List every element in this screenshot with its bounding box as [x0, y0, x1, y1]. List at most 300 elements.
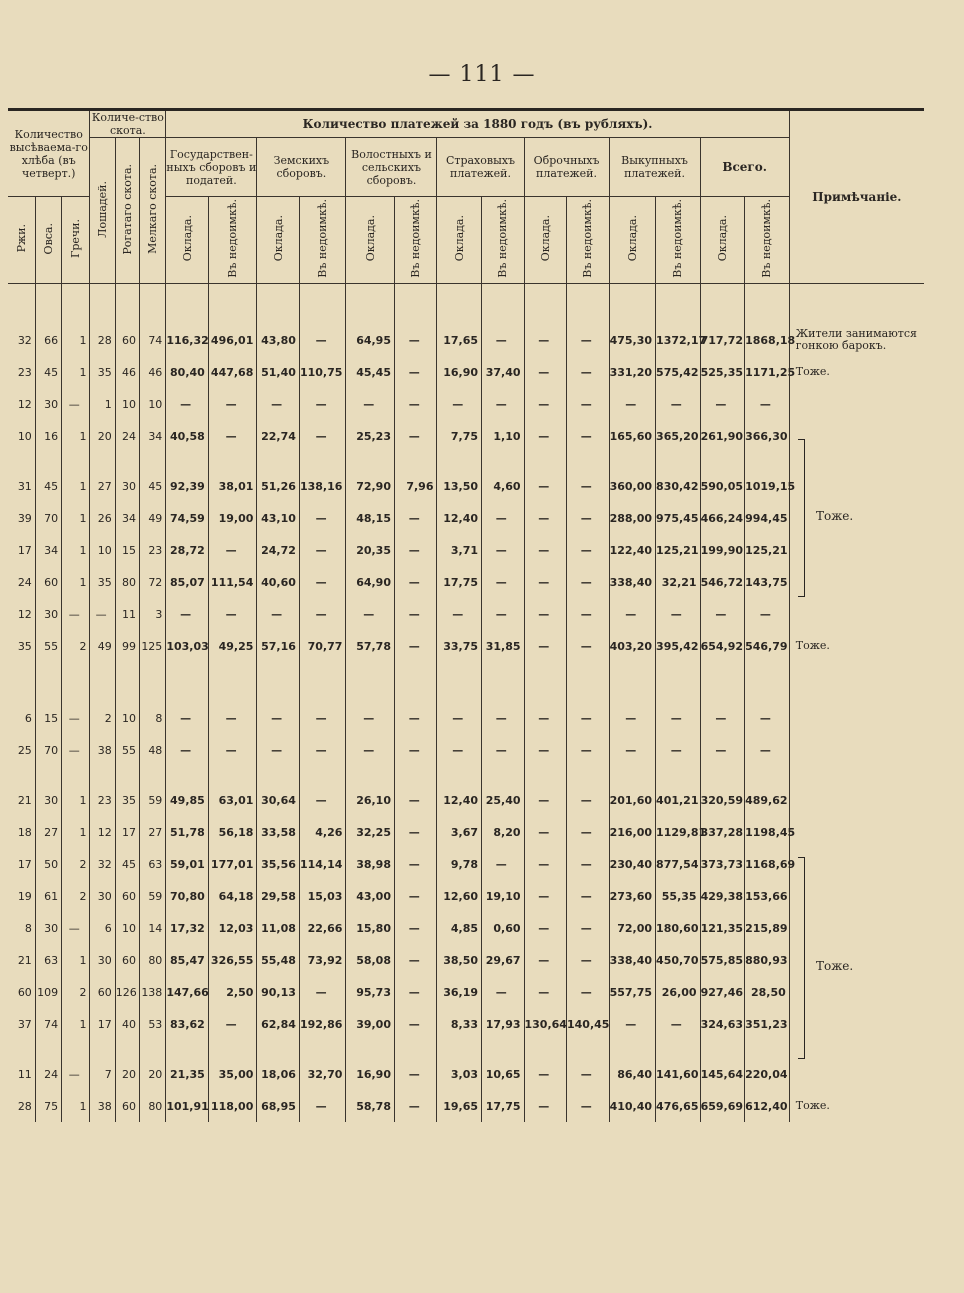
table-cell: — [567, 702, 610, 734]
table-cell: 12 [8, 388, 35, 420]
table-cell: — [208, 702, 257, 734]
table-cell: 45 [115, 848, 139, 880]
salary-header: Оклада. [257, 197, 300, 284]
table-cell: — [394, 848, 437, 880]
table-cell: — [567, 912, 610, 944]
table-cell: 177,01 [208, 848, 257, 880]
table-cell: — [482, 566, 525, 598]
table-cell: — [567, 502, 610, 534]
brace-group-2 [798, 857, 805, 1059]
buckwheat-header: Гречи. [62, 197, 90, 284]
table-cell: 546,79 [745, 630, 790, 662]
row-note [789, 976, 924, 1008]
table-cell: — [567, 784, 610, 816]
table-cell: 23 [8, 356, 35, 388]
table-row [8, 880, 924, 912]
table-cell: 51,78 [166, 816, 209, 848]
table-cell: 50 [35, 848, 61, 880]
table-cell: 35 [115, 784, 139, 816]
table-cell: — [656, 598, 701, 630]
table-cell: 20 [90, 420, 115, 452]
table-cell: 45 [35, 356, 61, 388]
table-cell: 1 [62, 1008, 90, 1040]
table-cell: 1019,15 [745, 470, 790, 502]
table-cell: — [567, 420, 610, 452]
table-cell: 49 [90, 630, 115, 662]
table-cell: — [567, 470, 610, 502]
table-cell: 49,85 [166, 784, 209, 816]
table-cell: — [62, 912, 90, 944]
table-cell: 70 [35, 734, 61, 766]
table-cell: — [524, 816, 567, 848]
redemption-header: Выкупныхъ платежей. [609, 138, 700, 197]
page-number: — 111 — [428, 62, 536, 87]
table-cell: 64,95 [346, 324, 395, 356]
table-cell: 56,18 [208, 816, 257, 848]
table-row [8, 470, 924, 502]
table-cell: — [208, 388, 257, 420]
table-row [8, 976, 924, 1008]
table-cell: — [346, 702, 395, 734]
table-cell: — [567, 356, 610, 388]
table-cell: 33,58 [257, 816, 300, 848]
table-cell: 12,03 [208, 912, 257, 944]
row-note [789, 816, 924, 848]
table-cell: 130,64 [524, 1008, 567, 1040]
row-note [789, 912, 924, 944]
table-cell: — [299, 534, 346, 566]
table-cell: 25,40 [482, 784, 525, 816]
table-cell: 1 [62, 356, 90, 388]
table-cell: — [524, 566, 567, 598]
table-cell: 717,72 [700, 324, 745, 356]
table-cell: 654,92 [700, 630, 745, 662]
table-cell: 11,08 [257, 912, 300, 944]
row-note [789, 420, 924, 452]
table-cell: — [394, 702, 437, 734]
quitrent-header: Оброчныхъ платежей. [524, 138, 609, 197]
table-cell: 21,35 [166, 1058, 209, 1090]
table-cell: — [745, 598, 790, 630]
table-cell: 489,62 [745, 784, 790, 816]
table-cell: 66 [35, 324, 61, 356]
table-cell: — [394, 1058, 437, 1090]
table-row [8, 630, 924, 662]
table-cell: 338,40 [609, 566, 656, 598]
table-cell: 51,26 [257, 470, 300, 502]
table-cell: 138 [140, 976, 166, 1008]
table-cell: — [482, 324, 525, 356]
state-taxes-header: Государствен-ныхъ сборовъ и податей. [166, 138, 257, 197]
table-cell: 38,98 [346, 848, 395, 880]
table-cell: 34 [35, 534, 61, 566]
spacer-row [8, 766, 924, 784]
table-cell: 395,42 [656, 630, 701, 662]
table-cell: — [567, 976, 610, 1008]
table-cell: — [62, 702, 90, 734]
row-note [789, 598, 924, 630]
table-cell: 25,23 [346, 420, 395, 452]
table-cell: 35 [90, 566, 115, 598]
table-cell: 215,89 [745, 912, 790, 944]
table-cell: 35,56 [257, 848, 300, 880]
table-cell: — [482, 534, 525, 566]
table-cell: 10 [140, 388, 166, 420]
table-cell: 8,20 [482, 816, 525, 848]
table-cell: 261,90 [700, 420, 745, 452]
table-cell: 429,38 [700, 880, 745, 912]
table-cell: 28,50 [745, 976, 790, 1008]
table-cell: — [62, 388, 90, 420]
table-cell: 43,10 [257, 502, 300, 534]
row-note [789, 502, 924, 534]
table-cell: — [524, 702, 567, 734]
table-cell: — [567, 534, 610, 566]
table-row [8, 944, 924, 976]
table-cell: 57,16 [257, 630, 300, 662]
table-cell: 9,78 [437, 848, 482, 880]
table-row [8, 702, 924, 734]
table-cell: 1 [62, 784, 90, 816]
table-cell: 557,75 [609, 976, 656, 1008]
table-cell: 338,40 [609, 944, 656, 976]
table-cell: 10 [8, 420, 35, 452]
table-cell: — [257, 702, 300, 734]
table-cell: — [524, 848, 567, 880]
table-cell: 31,85 [482, 630, 525, 662]
table-cell: 103,03 [166, 630, 209, 662]
table-cell: 126 [115, 976, 139, 1008]
table-cell: — [567, 388, 610, 420]
table-cell: 80 [140, 944, 166, 976]
table-cell: — [299, 502, 346, 534]
table-cell: 10 [115, 912, 139, 944]
row-note [789, 702, 924, 734]
table-cell: 85,07 [166, 566, 209, 598]
table-cell: 1168,69 [745, 848, 790, 880]
oats-header: Овса. [35, 197, 61, 284]
table-cell: 7,75 [437, 420, 482, 452]
table-cell: 60 [35, 566, 61, 598]
table-cell: 61 [35, 880, 61, 912]
table-cell: 116,32 [166, 324, 209, 356]
table-cell: — [609, 734, 656, 766]
table-cell: — [299, 324, 346, 356]
table-cell: 201,60 [609, 784, 656, 816]
table-cell: — [524, 502, 567, 534]
table-cell: — [62, 1058, 90, 1090]
table-cell: 59 [140, 784, 166, 816]
table-cell: 351,23 [745, 1008, 790, 1040]
table-cell: — [656, 702, 701, 734]
table-cell: 1 [62, 420, 90, 452]
table-cell: 30 [90, 944, 115, 976]
table-cell: 51,40 [257, 356, 300, 388]
table-cell: — [208, 734, 257, 766]
table-cell: 401,21 [656, 784, 701, 816]
table-cell: 360,00 [609, 470, 656, 502]
table-cell: 476,65 [656, 1090, 701, 1122]
table-cell: 32,21 [656, 566, 701, 598]
salary-header: Оклада. [166, 197, 209, 284]
table-cell: 1 [62, 502, 90, 534]
table-cell: — [524, 784, 567, 816]
row-note [789, 470, 924, 502]
table-cell: 25 [8, 734, 35, 766]
row-note [789, 388, 924, 420]
table-cell: 17,65 [437, 324, 482, 356]
table-cell: 90,13 [257, 976, 300, 1008]
table-cell: 1 [62, 1090, 90, 1122]
table-cell: 60 [115, 944, 139, 976]
table-cell: 147,66 [166, 976, 209, 1008]
table-cell: 373,73 [700, 848, 745, 880]
table-cell: 12,40 [437, 784, 482, 816]
table-cell: 192,86 [299, 1008, 346, 1040]
table-cell: — [524, 976, 567, 1008]
table-cell: 320,59 [700, 784, 745, 816]
table-cell: — [524, 598, 567, 630]
table-cell: — [524, 880, 567, 912]
table-cell: 99 [115, 630, 139, 662]
table-cell: — [567, 944, 610, 976]
table-cell: 17,32 [166, 912, 209, 944]
table-cell: — [208, 1008, 257, 1040]
table-cell: 16 [35, 420, 61, 452]
table-cell: 15 [115, 534, 139, 566]
spacer-row [8, 284, 924, 325]
table-cell: 63,01 [208, 784, 257, 816]
arrears-header: Въ недоимкѣ. [745, 197, 790, 284]
table-cell: 7,96 [394, 470, 437, 502]
table-cell: 46 [140, 356, 166, 388]
table-cell: 366,30 [745, 420, 790, 452]
statistics-table-sheet [8, 108, 924, 1211]
table-cell: 138,16 [299, 470, 346, 502]
table-cell: 32 [90, 848, 115, 880]
table-cell: 3,03 [437, 1058, 482, 1090]
table-cell: 43,00 [346, 880, 395, 912]
table-cell: 30 [90, 880, 115, 912]
table-cell: 450,70 [656, 944, 701, 976]
table-cell: — [90, 598, 115, 630]
table-cell: — [482, 976, 525, 1008]
table-cell: 2 [62, 976, 90, 1008]
table-cell: 64,18 [208, 880, 257, 912]
table-cell: — [299, 734, 346, 766]
table-cell: 141,60 [656, 1058, 701, 1090]
table-cell: 20 [140, 1058, 166, 1090]
salary-header: Оклада. [700, 197, 745, 284]
table-cell: 40,60 [257, 566, 300, 598]
table-cell: 2 [90, 702, 115, 734]
table-cell: 121,35 [700, 912, 745, 944]
table-cell: 403,20 [609, 630, 656, 662]
row-note [789, 1058, 924, 1090]
table-cell: 59 [140, 880, 166, 912]
table-cell: 39 [8, 502, 35, 534]
table-cell: — [609, 1008, 656, 1040]
table-cell: 11 [115, 598, 139, 630]
table-cell: 143,75 [745, 566, 790, 598]
table-cell: — [524, 912, 567, 944]
table-cell: — [208, 420, 257, 452]
table-cell: 36,19 [437, 976, 482, 1008]
table-cell: 1372,17 [656, 324, 701, 356]
table-cell: — [394, 1008, 437, 1040]
table-cell: 18 [8, 816, 35, 848]
table-cell: 6 [8, 702, 35, 734]
table-cell: — [745, 702, 790, 734]
table-cell: 15,03 [299, 880, 346, 912]
table-cell: 30 [35, 784, 61, 816]
small-cattle-header: Мелкаго скота. [140, 138, 166, 284]
table-cell: 35 [8, 630, 35, 662]
table-cell: — [394, 912, 437, 944]
table-cell: 125,21 [656, 534, 701, 566]
table-cell: 24 [35, 1058, 61, 1090]
salary-header: Оклада. [346, 197, 395, 284]
table-cell: — [656, 734, 701, 766]
table-cell: 216,00 [609, 816, 656, 848]
table-cell: — [524, 388, 567, 420]
spacer-row [8, 1040, 924, 1058]
table-cell: 17 [8, 534, 35, 566]
table-cell: 659,69 [700, 1090, 745, 1122]
table-cell: 21 [8, 784, 35, 816]
row-note: Тоже. [795, 1099, 830, 1112]
table-cell: 75 [35, 1090, 61, 1122]
salary-header: Оклада. [524, 197, 567, 284]
table-cell: — [524, 734, 567, 766]
table-cell: 220,04 [745, 1058, 790, 1090]
table-cell: 7 [90, 1058, 115, 1090]
table-cell: 324,63 [700, 1008, 745, 1040]
table-cell: — [567, 1058, 610, 1090]
table-cell: 22,74 [257, 420, 300, 452]
arrears-header: Въ недоимкѣ. [482, 197, 525, 284]
table-cell: 125,21 [745, 534, 790, 566]
table-cell: — [166, 702, 209, 734]
table-cell: 55 [115, 734, 139, 766]
table-cell: 38 [90, 1090, 115, 1122]
table-body [8, 284, 924, 1123]
table-cell: 4,60 [482, 470, 525, 502]
table-cell: 63 [35, 944, 61, 976]
rye-header: Ржи. [8, 197, 35, 284]
table-cell: 3,67 [437, 816, 482, 848]
table-cell: 70,80 [166, 880, 209, 912]
table-cell: 12,40 [437, 502, 482, 534]
table-cell: 38,50 [437, 944, 482, 976]
table-cell: 60 [115, 324, 139, 356]
table-cell: 24 [115, 420, 139, 452]
table-cell: — [437, 734, 482, 766]
table-cell: — [482, 388, 525, 420]
table-cell: — [394, 566, 437, 598]
table-cell: 101,91 [166, 1090, 209, 1122]
brace-group-1 [798, 439, 805, 597]
arrears-header: Въ недоимкѣ. [208, 197, 257, 284]
table-cell: 24,72 [257, 534, 300, 566]
table-cell: — [524, 1058, 567, 1090]
table-cell: 27 [140, 816, 166, 848]
table-cell: — [299, 784, 346, 816]
table-cell: — [567, 848, 610, 880]
table-cell: — [567, 598, 610, 630]
table-cell: 8 [140, 702, 166, 734]
table-cell: — [394, 420, 437, 452]
table-cell: 24 [8, 566, 35, 598]
table-cell: 10,65 [482, 1058, 525, 1090]
table-cell: 331,20 [609, 356, 656, 388]
table-cell: 45,45 [346, 356, 395, 388]
table-cell: 40,58 [166, 420, 209, 452]
table-cell: 110,75 [299, 356, 346, 388]
table-cell: — [394, 784, 437, 816]
table-cell: 29,58 [257, 880, 300, 912]
table-cell: — [346, 388, 395, 420]
table-cell: 153,66 [745, 880, 790, 912]
table-cell: 447,68 [208, 356, 257, 388]
table-cell: 180,60 [656, 912, 701, 944]
table-cell: 1 [90, 388, 115, 420]
table-cell: 20,35 [346, 534, 395, 566]
table-cell: 410,40 [609, 1090, 656, 1122]
table-cell: — [609, 388, 656, 420]
table-cell: 2 [62, 630, 90, 662]
table-cell: — [299, 598, 346, 630]
total-header: Всего. [700, 138, 789, 197]
table-cell: 31 [8, 470, 35, 502]
table-cell: 337,28 [700, 816, 745, 848]
table-cell: — [394, 630, 437, 662]
row-note [789, 1008, 924, 1040]
table-cell: 17 [115, 816, 139, 848]
table-cell: — [437, 598, 482, 630]
table-cell: 48 [140, 734, 166, 766]
table-row [8, 1058, 924, 1090]
table-cell: 37,40 [482, 356, 525, 388]
table-cell: 62,84 [257, 1008, 300, 1040]
table-cell: — [257, 734, 300, 766]
table-cell: 30 [115, 470, 139, 502]
table-cell: 4,26 [299, 816, 346, 848]
table-cell: — [299, 566, 346, 598]
table-cell: — [482, 734, 525, 766]
table-cell: 26 [90, 502, 115, 534]
table-cell: 109 [35, 976, 61, 1008]
horses-header: Лошадей. [90, 138, 115, 284]
payments-title: Количество платежей за 1880 годъ (въ рубляхъ). [166, 111, 789, 138]
table-cell: 19 [8, 880, 35, 912]
table-cell: 118,00 [208, 1090, 257, 1122]
table-cell: 273,60 [609, 880, 656, 912]
table-cell: — [394, 356, 437, 388]
table-cell: 1 [62, 324, 90, 356]
table-cell: — [394, 976, 437, 1008]
table-cell: 49 [140, 502, 166, 534]
table-row [8, 1090, 924, 1122]
payments-table [8, 111, 924, 1122]
table-cell: — [62, 598, 90, 630]
table-cell: 45 [35, 470, 61, 502]
table-cell: — [166, 598, 209, 630]
table-cell: 199,90 [700, 534, 745, 566]
table-cell: 80 [115, 566, 139, 598]
table-cell: 612,40 [745, 1090, 790, 1122]
table-cell: — [437, 388, 482, 420]
